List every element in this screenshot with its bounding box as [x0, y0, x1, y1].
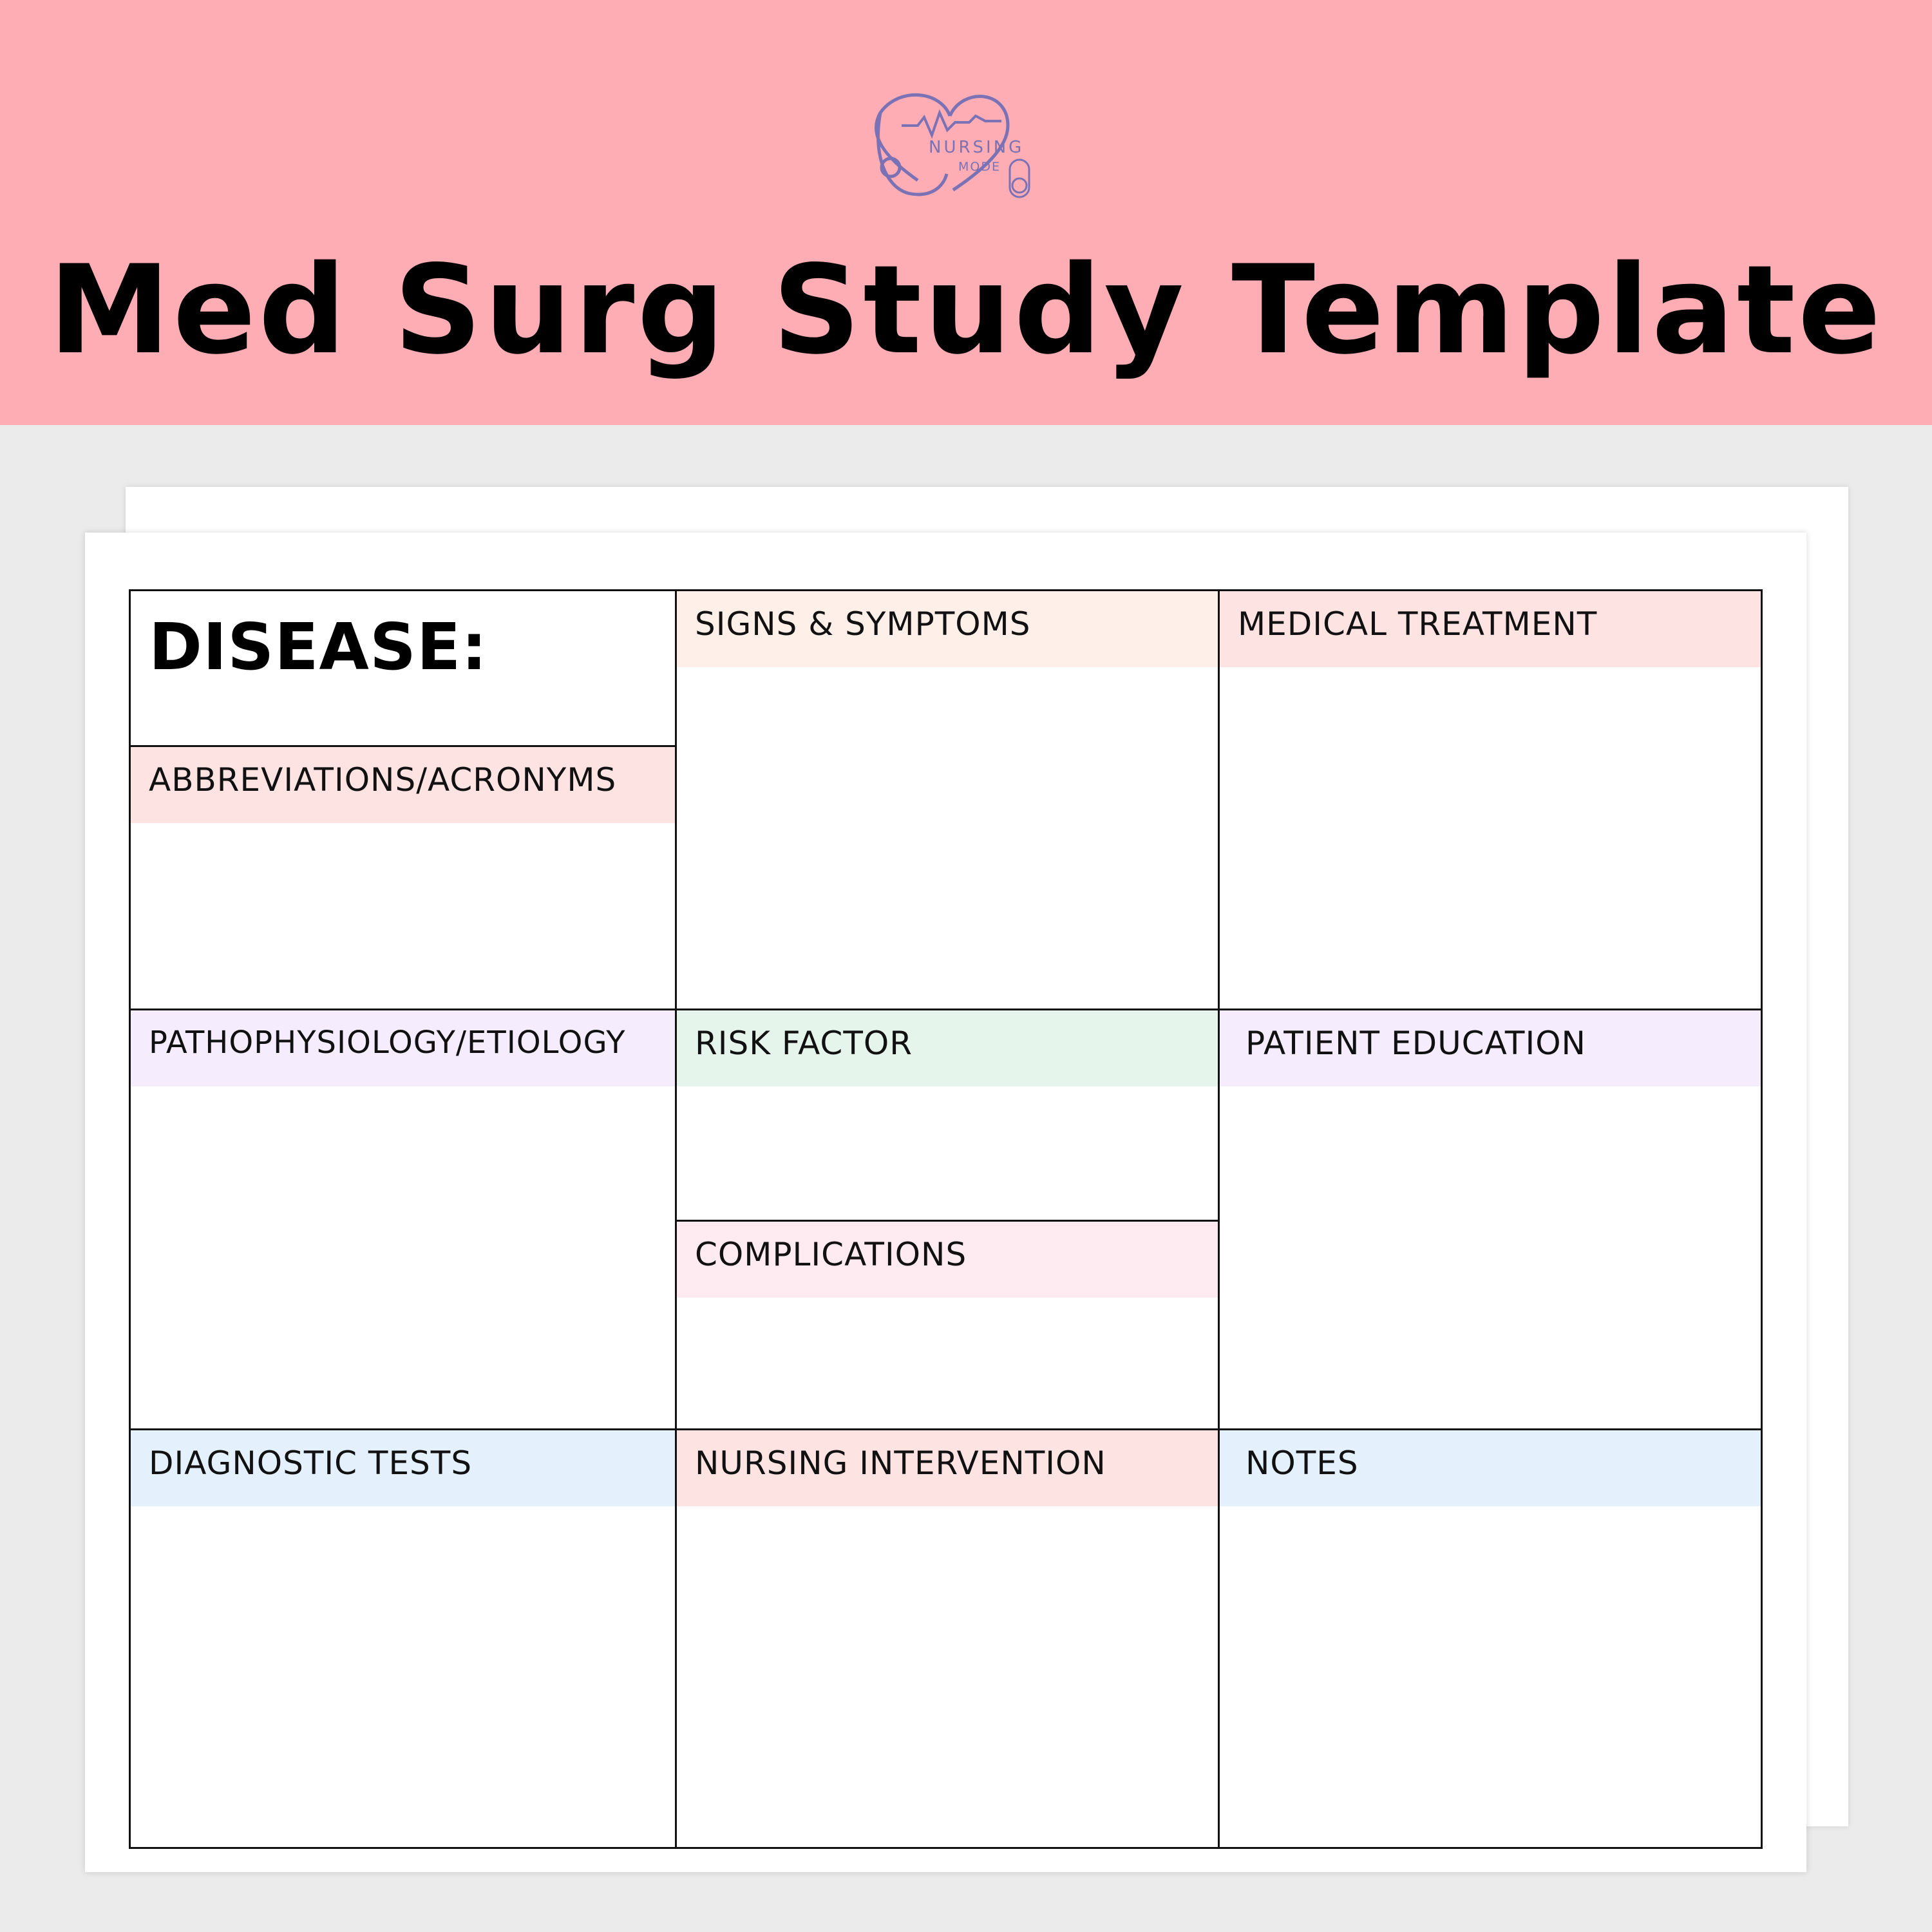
signs-symptoms-cell[interactable] — [675, 589, 1220, 1010]
nursing-intervention-cell[interactable] — [675, 1428, 1220, 1849]
abbreviations-cell[interactable] — [129, 745, 677, 1010]
pathophysiology-header: PATHOPHYSIOLOGY/ETIOLOGY — [131, 1010, 675, 1086]
complications-cell[interactable] — [675, 1220, 1220, 1430]
risk-factor-header: RISK FACTOR — [677, 1010, 1218, 1086]
abbreviations-header: ABBREVIATIONS/ACRONYMS — [131, 747, 675, 823]
signs-symptoms-header: SIGNS & SYMPTOMS — [677, 591, 1218, 667]
pathophysiology-cell[interactable] — [129, 1009, 677, 1430]
logo-text-mode: MODE — [958, 160, 1001, 174]
risk-factor-cell[interactable] — [675, 1009, 1220, 1222]
disease-cell[interactable] — [129, 589, 677, 747]
notes-header: NOTES — [1220, 1430, 1761, 1506]
page-title: Med Surg Study Template — [48, 239, 1884, 381]
patient-education-cell[interactable] — [1218, 1009, 1763, 1430]
complications-header: COMPLICATIONS — [677, 1222, 1218, 1298]
diagnostic-tests-header: DIAGNOSTIC TESTS — [131, 1430, 675, 1506]
notes-cell[interactable] — [1218, 1428, 1763, 1849]
header-banner — [0, 0, 1932, 425]
medical-treatment-cell[interactable] — [1218, 589, 1763, 1010]
diagnostic-tests-cell[interactable] — [129, 1428, 677, 1849]
nursing-intervention-header: NURSING INTERVENTION — [677, 1430, 1218, 1506]
template-sheet — [85, 533, 1806, 1872]
logo-text-nursing: NURSING — [929, 138, 1025, 157]
disease-label: DISEASE: — [149, 609, 488, 685]
medical-treatment-header: MEDICAL TREATMENT — [1220, 591, 1761, 667]
patient-education-header: PATIENT EDUCATION — [1220, 1010, 1761, 1086]
